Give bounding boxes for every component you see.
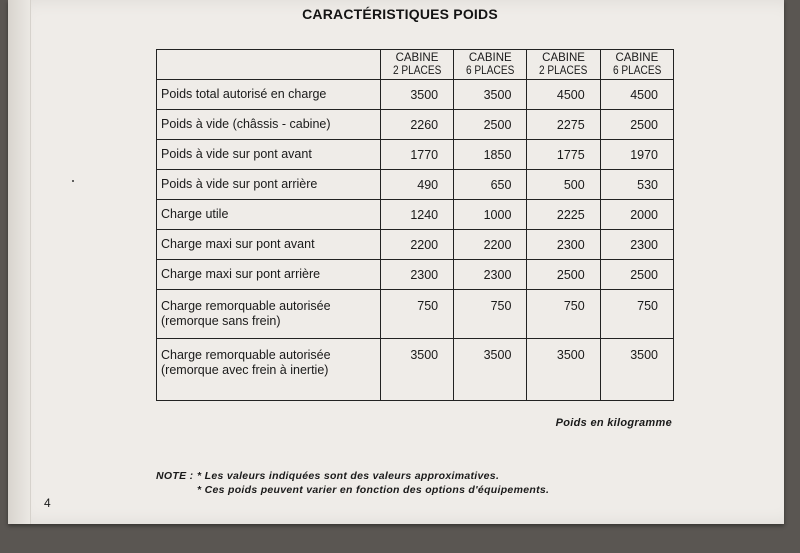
- header-empty-cell: [157, 50, 381, 80]
- row-label: Charge remorquable autorisée (remorque avec frein à inertie): [157, 339, 381, 401]
- table-row: [157, 80, 674, 110]
- weight-value: 2500: [527, 260, 600, 290]
- note-label: NOTE :: [156, 470, 194, 482]
- weight-value: 3500: [454, 339, 527, 401]
- table-row: [157, 260, 674, 290]
- table-row: [157, 110, 674, 140]
- weight-value: 2000: [600, 200, 673, 230]
- weight-value: 1850: [454, 140, 527, 170]
- footnote: [156, 469, 549, 497]
- page-binding-edge: [8, 0, 31, 524]
- weight-value: 3500: [380, 80, 453, 110]
- weight-value: 500: [527, 170, 600, 200]
- column-header: CABINE 2 PLACES: [380, 50, 453, 80]
- weight-value: 2300: [380, 260, 453, 290]
- weight-value: 750: [600, 290, 673, 339]
- weight-value: 1775: [527, 140, 600, 170]
- print-speck: [72, 180, 74, 182]
- weight-value: 750: [380, 290, 453, 339]
- weight-value: 3500: [454, 80, 527, 110]
- row-label: Charge utile: [157, 200, 381, 230]
- weight-value: 750: [454, 290, 527, 339]
- row-label: Poids à vide (châssis - cabine): [157, 110, 381, 140]
- weight-value: 2500: [600, 260, 673, 290]
- column-header: CABINE 6 PLACES: [600, 50, 673, 80]
- table-row: [157, 290, 674, 339]
- weight-value: 1240: [380, 200, 453, 230]
- weight-value: 4500: [527, 80, 600, 110]
- row-label: Charge remorquable autorisée (remorque sans frein): [157, 290, 381, 339]
- weight-value: 1970: [600, 140, 673, 170]
- weight-value: 1770: [380, 140, 453, 170]
- weight-value: 4500: [600, 80, 673, 110]
- weight-value: 750: [527, 290, 600, 339]
- column-header: CABINE 2 PLACES: [527, 50, 600, 80]
- row-label: Poids à vide sur pont avant: [157, 140, 381, 170]
- weight-value: 2225: [527, 200, 600, 230]
- table-header-row: [157, 50, 674, 80]
- page-title: CARACTÉRISTIQUES POIDS: [302, 6, 498, 22]
- table-row: [157, 170, 674, 200]
- weight-value: 490: [380, 170, 453, 200]
- weight-value: 2300: [527, 230, 600, 260]
- weight-value: 1000: [454, 200, 527, 230]
- weight-value: 3500: [380, 339, 453, 401]
- weight-value: 2300: [454, 260, 527, 290]
- table-row: [157, 339, 674, 401]
- weight-value: 530: [600, 170, 673, 200]
- note-line: * Les valeurs indiquées sont des valeurs approximatives.: [197, 470, 500, 482]
- table-row: [157, 230, 674, 260]
- weight-value: 2500: [600, 110, 673, 140]
- table-row: [157, 200, 674, 230]
- weight-value: 2500: [454, 110, 527, 140]
- unit-note: Poids en kilogramme: [555, 417, 672, 429]
- page-number: 4: [44, 496, 51, 510]
- table-row: [157, 140, 674, 170]
- weight-value: 650: [454, 170, 527, 200]
- weight-value: 3500: [527, 339, 600, 401]
- row-label: Charge maxi sur pont avant: [157, 230, 381, 260]
- weight-value: 2275: [527, 110, 600, 140]
- weight-value: 2260: [380, 110, 453, 140]
- note-line: * Ces poids peuvent varier en fonction des options d'équipements.: [197, 484, 550, 496]
- weight-value: 3500: [600, 339, 673, 401]
- weight-value: 2300: [600, 230, 673, 260]
- row-label: Poids à vide sur pont arrière: [157, 170, 381, 200]
- row-label: Poids total autorisé en charge: [157, 80, 381, 110]
- weight-value: 2200: [380, 230, 453, 260]
- row-label: Charge maxi sur pont arrière: [157, 260, 381, 290]
- weight-value: 2200: [454, 230, 527, 260]
- column-header: CABINE 6 PLACES: [454, 50, 527, 80]
- weights-table: [156, 49, 674, 401]
